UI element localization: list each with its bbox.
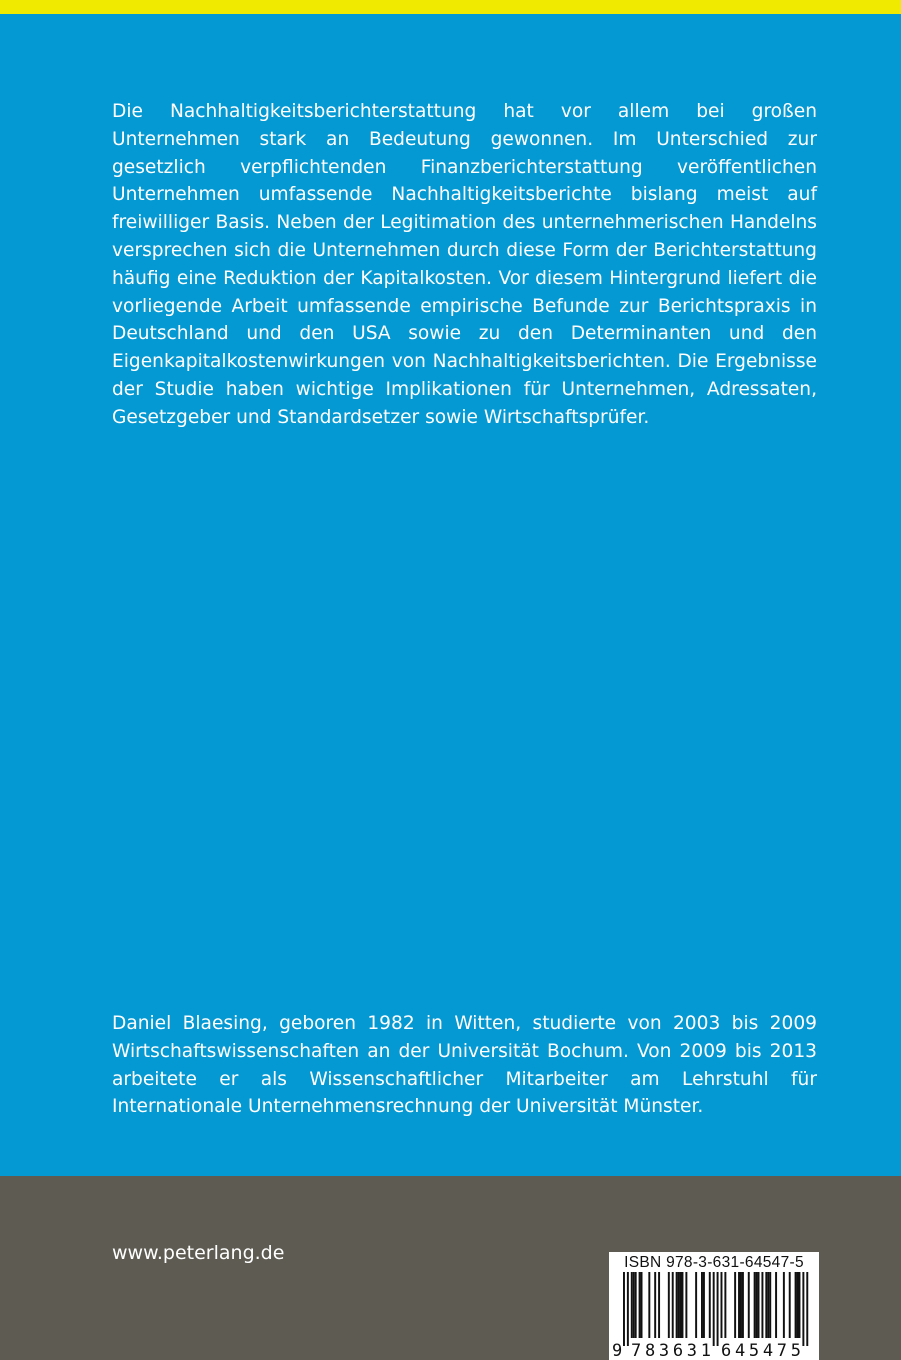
barcode-bar	[797, 1272, 799, 1338]
publisher-footer	[0, 1176, 901, 1360]
author-biography: Daniel Blaesing, geboren 1982 in Witten, studierte von 2003 bis 2009 Wirtschaftswissenschaften an der Universität Bochum. Von 2009 bis 2013 arbeitete er als Wissenschaftlicher Mitarbeiter am Lehrstuhl für Internationale Unternehmensrechnung der Universität Münster.	[112, 1013, 817, 1118]
barcode-bar	[635, 1272, 637, 1338]
barcode-digits-right: 645475	[721, 1341, 801, 1360]
barcode-bar	[742, 1272, 744, 1338]
barcode-bar	[639, 1272, 641, 1338]
barcode-bar	[717, 1272, 719, 1346]
barcode-bar	[680, 1272, 682, 1338]
barcode-bar	[806, 1272, 808, 1346]
barcode-bar	[685, 1272, 687, 1338]
barcode-bar	[761, 1272, 763, 1338]
barcode-bar	[783, 1272, 785, 1338]
barcode-bar	[627, 1272, 629, 1346]
barcode-bar	[713, 1272, 715, 1346]
barcode-digit-first: 9	[612, 1341, 623, 1360]
barcode-bar	[695, 1272, 697, 1338]
barcode-bar	[623, 1272, 625, 1346]
barcode-bar	[701, 1272, 703, 1338]
barcode-bar	[765, 1272, 767, 1338]
barcode-bar	[641, 1272, 643, 1338]
isbn-barcode	[609, 1252, 819, 1360]
barcode-bar	[756, 1272, 758, 1338]
barcode-bar	[633, 1272, 635, 1338]
barcode-bar	[709, 1272, 711, 1338]
barcode-bar	[734, 1272, 736, 1338]
barcode-bar	[795, 1272, 797, 1338]
barcode-bar	[799, 1272, 801, 1338]
barcode-bar	[738, 1272, 740, 1338]
barcode-bar	[802, 1272, 804, 1346]
barcode-bar	[676, 1272, 678, 1338]
barcode-bar	[654, 1272, 656, 1338]
barcode-bar	[721, 1272, 723, 1338]
book-summary: Die Nachhaltigkeitsberichterstattung hat vor allem bei großen Unternehmen stark an Bedeutung gewonnen. Im Unterschied zur gesetzlich verpflichtenden Finanzberichterstattung veröffentlichen Unternehmen umfassende Nachhaltigkeitsberichte bislang meist auf freiwilliger Basis. Neben der Legitimation des unternehmerischen Handelns versprechen sich die Unternehmen durch diese Form der Berichterstattung häufig eine Reduktion der Kapitalkosten. Vor diesem Hintergrund liefert die vorliegende Arbeit umfassende empirische Befunde zur Berichtspraxis in Deutschland und den USA sowie zu den Determinanten und den Eigenkapitalkostenwirkungen von Nachhaltigkeitsberichten. Die Ergebnisse der Studie haben wichtige Implikationen für Unternehmen, Adressaten, Gesetzgeber und Standardsetzer sowie Wirtschaftsprüfer.	[112, 101, 817, 428]
barcode-bar	[682, 1272, 684, 1338]
barcode-bar	[724, 1272, 726, 1338]
barcode-bar	[631, 1272, 633, 1338]
barcode-bar	[789, 1272, 791, 1338]
barcode-bar	[658, 1272, 660, 1338]
barcode-bar	[668, 1272, 670, 1338]
barcode-digits-left: 783631	[631, 1341, 711, 1360]
barcode-graphic	[609, 1272, 819, 1360]
barcode-bar	[748, 1272, 750, 1338]
isbn-label: ISBN 978-3-631-64547-5	[624, 1254, 804, 1271]
barcode-bar	[769, 1272, 771, 1338]
barcode-bar	[740, 1272, 742, 1338]
barcode-bar	[648, 1272, 650, 1338]
barcode-bar	[758, 1272, 760, 1338]
barcode-bar	[767, 1272, 769, 1338]
barcode-bars	[623, 1272, 808, 1346]
barcode-bar	[754, 1272, 756, 1338]
publisher-url[interactable]: www.peterlang.de	[112, 1242, 285, 1264]
barcode-bar	[775, 1272, 777, 1338]
top-color-stripe	[0, 0, 901, 14]
barcode-bar	[672, 1272, 674, 1338]
barcode-bar	[703, 1272, 705, 1338]
barcode-bar	[678, 1272, 680, 1338]
